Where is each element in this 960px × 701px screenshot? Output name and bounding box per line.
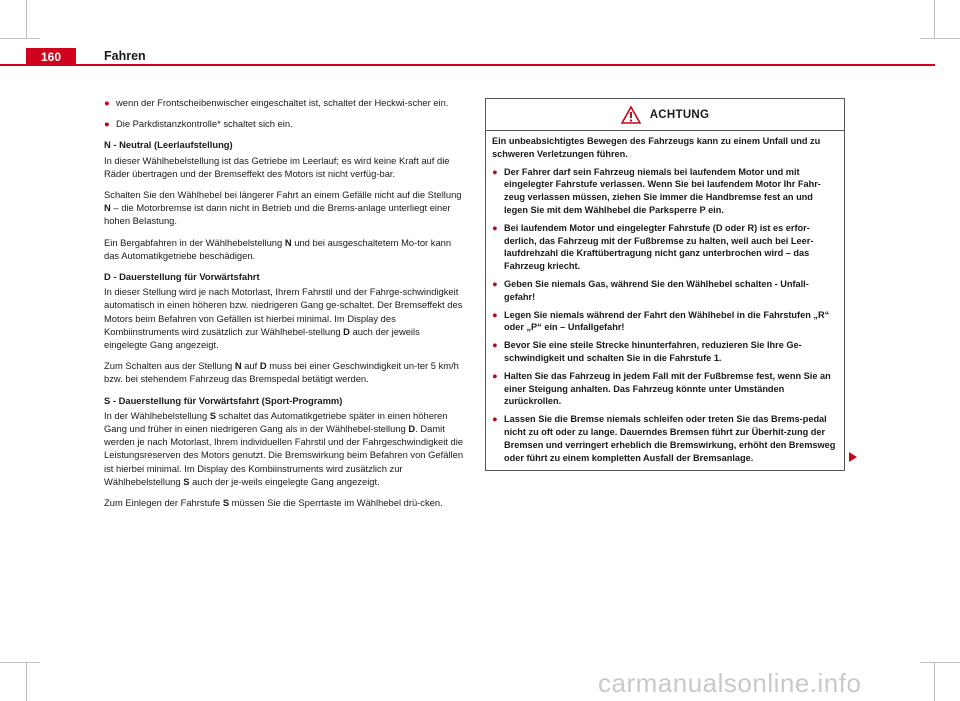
bullet-icon: ●: [492, 414, 498, 425]
warning-title: ACHTUNG: [649, 108, 710, 121]
bullet-text: Die Parkdistanzkontrolle* schaltet sich ein.: [116, 118, 293, 130]
paragraph: In dieser Wählhebelstellung ist das Getriebe im Leerlauf; es wird keine Kraft auf die Räder übertragen und der Bremseffekt des Motors ist nicht verfüg-bar.: [104, 154, 450, 179]
crop-mark: [26, 662, 27, 701]
watermark: carmanualsonline.info: [598, 668, 862, 698]
warning-item-text: Legen Sie niemals während der Fahrt den Wählhebel in die Fahrstufen „R“ oder „P“ ein – Unfallgefahr!: [504, 309, 830, 333]
crop-mark: [26, 0, 27, 38]
warning-item-text: Bei laufendem Motor und eingelegter Fahrstufe (D oder R) ist es erfor-derlich, das Fahrzeug mit der Fußbremse zu halten, weil auch bei Leer-laufdrehzahl die Kraftübertragung nicht ganz unterbrochen wird – das Fahrzeug kriecht.: [504, 222, 814, 272]
continue-arrow-icon: [848, 452, 858, 462]
warning-item-text: Bevor Sie eine steile Strecke hinunterfahren, reduzieren Sie Ihre Ge-schwindigkeit und schalten Sie in die Fahrstufe 1.: [504, 340, 802, 363]
bullet-icon: ●: [104, 97, 110, 108]
paragraph: Schalten Sie den Wählhebel bei längerer Fahrt an einem Gefälle nicht auf die Stellung N – die Motorbremse ist dann nicht in Betrieb und die Brems-anlage unterliegt einer hohen Belastung.: [104, 189, 462, 227]
crop-mark: [920, 662, 960, 663]
crop-mark: [0, 38, 40, 39]
list-item: [492, 370, 838, 408]
section-heading: N - Neutral (Leerlaufstellung): [104, 139, 233, 151]
warning-item-text: Halten Sie das Fahrzeug in jedem Fall mit der Fußbremse fest, wenn Sie an einer Steigung anhalten. Das Fahrzeug könnte unter Umständen zurückrollen.: [504, 370, 831, 407]
list-item: [492, 166, 838, 217]
list-item: [492, 278, 838, 304]
paragraph: Ein Bergabfahren in der Wählhebelstellung N und bei ausgeschaltetem Mo-tor kann das Automatikgetriebe beschädigen.: [104, 236, 452, 261]
main-text-column: [104, 96, 464, 517]
warning-header: [486, 99, 844, 131]
page-number: 160: [26, 48, 76, 66]
bullet-text: wenn der Frontscheibenwischer eingeschaltet ist, schaltet der Heckwi-scher ein.: [116, 97, 449, 108]
crop-mark: [920, 38, 960, 39]
list-item: [104, 96, 464, 109]
crop-mark: [934, 662, 935, 701]
list-item: [492, 339, 838, 365]
paragraph: Zum Einlegen der Fahrstufe S müssen Sie die Sperrtaste im Wählhebel drü-cken.: [104, 497, 443, 509]
bullet-icon: ●: [492, 370, 498, 381]
paragraph: In dieser Stellung wird je nach Motorlast, Ihrem Fahrstil und der Fahrge-schwindigkeit automatisch in einen höheren bzw. niedrigeren Gang ge-schaltet. Der Bremseffekt des Motors beim Befahren von Gefällen ist hierbei minimal. Im Display des Kombiinstruments wird zusätzlich zur Wählhebel-stellung D auch der jeweils eingelegte Gang angezeigt.: [104, 286, 463, 351]
list-item: [104, 117, 464, 130]
bullet-icon: ●: [492, 222, 498, 233]
paragraph: Zum Schalten aus der Stellung N auf D muss bei einer Geschwindigkeit un-ter 5 km/h bzw. bei stehendem Fahrzeug das Bremspedal betätigt werden.: [104, 360, 459, 385]
warning-intro: Ein unbeabsichtigtes Bewegen des Fahrzeugs kann zu einem Unfall und zu schweren Verletzungen führen.: [492, 136, 821, 159]
warning-triangle-icon: [621, 106, 641, 124]
warning-list: [492, 166, 838, 465]
crop-mark: [934, 0, 935, 38]
header-rule: [0, 64, 935, 66]
bullet-icon: ●: [492, 166, 498, 177]
section-heading: S - Dauerstellung für Vorwärtsfahrt (Sport-Programm): [104, 394, 343, 406]
warning-item-text: Der Fahrer darf sein Fahrzeug niemals bei laufendem Motor und mit eingelegter Fahrstufe verlassen. Wenn Sie bei laufendem Motor Ihr Fahr-zeug verlassen müssen, ziehen Sie immer die Handbremse fest an und legen Sie mit dem Wählhebel die Parksperre P ein.: [504, 166, 821, 215]
list-item: [492, 309, 838, 335]
section-heading: D - Dauerstellung für Vorwärtsfahrt: [104, 271, 260, 283]
bullet-icon: ●: [492, 340, 498, 351]
bullet-icon: ●: [104, 118, 110, 130]
crop-mark: [0, 662, 40, 663]
page-title: Fahren: [104, 49, 146, 63]
warning-item-text: Lassen Sie die Bremse niemals schleifen oder treten Sie das Brems-pedal nicht zu oft oder zu lange. Dauerndes Bremsen führt zur Überhit-zung der Bremsen und verringert erheblich die Bremswirkung, erhöht den Bremsweg oder führt zu einem kompletten Ausfall der Bremsanlage.: [504, 414, 836, 463]
warning-body: [486, 131, 844, 464]
bullet-icon: ●: [492, 309, 498, 320]
warning-box: [485, 98, 845, 471]
list-item: [492, 222, 838, 273]
paragraph: In der Wählhebelstellung S schaltet das Automatikgetriebe später in einen höheren Gang und früher in einen niedrigeren Gang als in der Wählhebel-stellung D. Damit werden je nach Motorlast, Ihrem individuellen Fahrstil und der Fahrgeschwindigkeit die Leistungsreserven des Motors genutzt. Die Bremswirkung beim Befahren von Gefällen ist hierbei minimal. Im Display des Kombiinstruments wird zusätzlich zur Wählhebelstellung S auch der je-weils eingelegte Gang angezeigt.: [104, 409, 464, 487]
warning-item-text: Geben Sie niemals Gas, während Sie den Wählhebel schalten - Unfall-gefahr!: [504, 278, 809, 302]
bullet-icon: ●: [492, 278, 498, 289]
list-item: [492, 413, 838, 464]
